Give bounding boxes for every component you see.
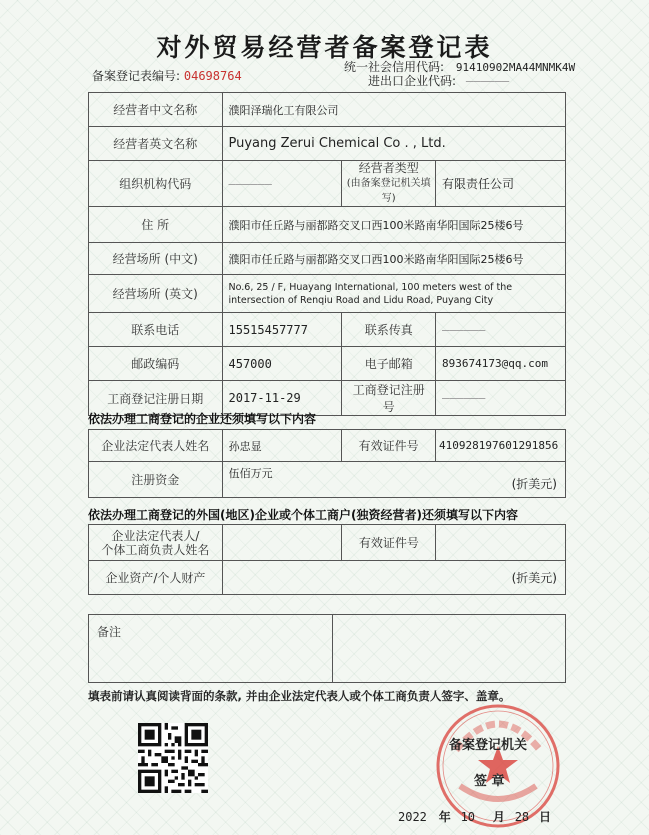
date-month: 10 [460,810,476,824]
record-no-label: 备案登记表编号: [92,69,181,83]
authority-label: 备案登记机关 [449,738,528,753]
credit-code-value: 91410902MA44MNMK4W [455,61,576,74]
footer-note: 填表前请认真阅读背面的条款, 并由企业法定代表人或个体工商负责人签字、盖章。 [88,689,511,703]
place-en-value: No.6, 25 / F, Huayang International, 100 meters west of the intersection of Renqiu Road and Lidu Road, Puyang City [222,275,566,313]
capital-cell [222,462,565,498]
fax-label: 联系传真 [342,313,436,347]
id-label: 有效证件号 [342,430,436,462]
reg-no-label: 工商登记注册号 [342,381,436,416]
operator-type-value: 有限责任公司 [436,161,566,207]
capital-currency: (折美元) [511,477,557,491]
postal-value: 457000 [222,347,342,381]
import-export-code-label: 进出口企业代码: [368,74,457,88]
sign-date [398,808,551,825]
qr-code [138,723,208,793]
assets-label: 企业资产/个人财产 [89,561,223,595]
foreign-rep-value [222,525,342,561]
postal-label: 邮政编码 [89,347,223,381]
name-cn-label: 经营者中文名称 [89,93,223,127]
foreign-table [88,524,566,595]
email-label: 电子邮箱 [342,347,436,381]
seal-label: 签 章 [474,774,505,789]
enterprise-table [88,429,566,498]
reg-no-value: —————— [436,381,566,416]
remarks-label: 备注 [89,615,333,683]
address-label: 住 所 [89,207,223,243]
foreign-id-label: 有效证件号 [342,525,436,561]
foreign-rep-label-line2: 个体工商负责人姓名 [101,542,210,557]
foreign-rep-label [89,525,223,561]
name-cn-value: 濮阳泽瑞化工有限公司 [222,93,566,127]
document-title: 对外贸易经营者备案登记表 [156,33,493,62]
date-day-unit: 日 [538,810,551,824]
date-month-unit: 月 [492,810,505,824]
operator-type-label-line1: 经营者类型 [358,161,419,175]
reg-date-value: 2017-11-29 [222,381,342,416]
foreign-id-value [436,525,566,561]
capital-value: 伍佰万元 [228,467,273,480]
remarks-table [88,614,566,683]
legal-rep-label: 企业法定代表人姓名 [89,430,223,462]
name-en-label: 经营者英文名称 [89,127,223,161]
operator-type-label-line2: (由备案登记机关填写) [346,178,431,204]
record-no-value: 04698764 [183,69,242,83]
main-info-table [88,92,566,416]
section3-title: 依法办理工商登记的外国(地区)企业或个体工商户(独资经营者)还须填写以下内容 [88,508,518,522]
place-en-label: 经营场所 (英文) [89,275,223,313]
org-code-label: 组织机构代码 [89,161,223,207]
id-value: 410928197601291856 [435,430,565,462]
operator-type-label [342,161,436,207]
record-no [92,67,242,84]
org-code-value: —————— [222,161,342,207]
date-day: 28 [514,810,530,824]
section2-title: 依法办理工商登记的企业还须填写以下内容 [88,412,317,426]
capital-label: 注册资金 [89,462,223,498]
date-year: 2022 [398,810,427,824]
phone-label: 联系电话 [89,313,223,347]
assets-currency: (折美元) [222,561,565,595]
address-value: 濮阳市任丘路与丽都路交叉口西100米路南华阳国际25楼6号 [222,207,566,243]
import-export-code-value: —————— [465,74,510,88]
legal-rep-name: 孙忠显 [222,430,342,462]
phone-value: 15515457777 [222,313,342,347]
date-year-unit: 年 [438,810,451,824]
foreign-rep-label-line1: 企业法定代表人/ [111,528,200,543]
reg-date-label: 工商登记注册日期 [89,381,223,416]
credit-code-label: 统一社会信用代码: [344,60,445,74]
remarks-value [332,615,566,683]
place-cn-label: 经营场所 (中文) [89,243,223,275]
fax-value: —————— [436,313,566,347]
import-export-code [368,72,509,89]
name-en-value: Puyang Zerui Chemical Co . , Ltd. [222,127,566,161]
place-cn-value: 濮阳市任丘路与丽都路交叉口西100米路南华阳国际25楼6号 [222,243,566,275]
email-value: 893674173@qq.com [436,347,566,381]
